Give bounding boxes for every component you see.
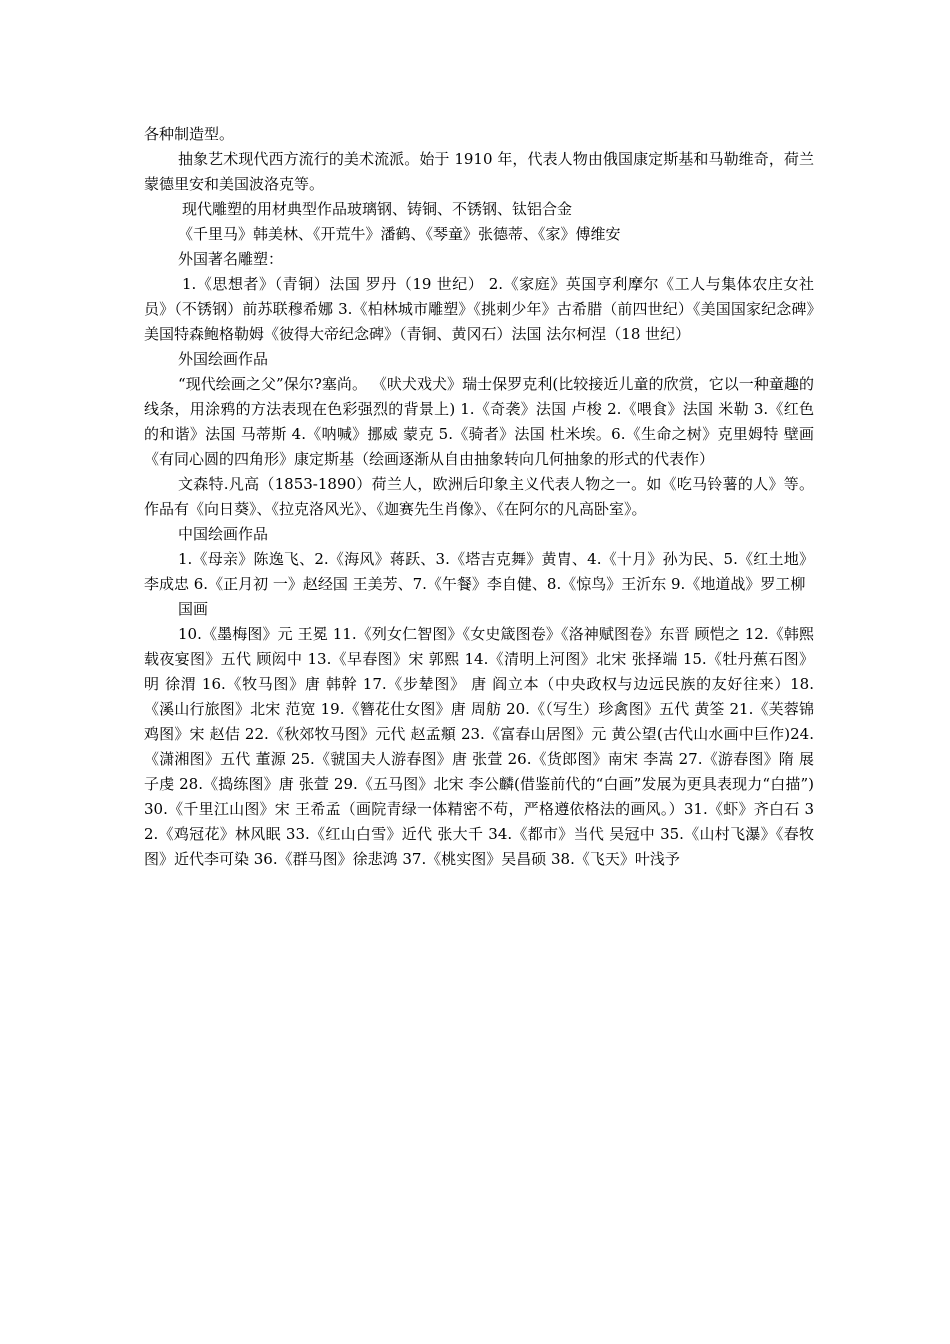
paragraph: 抽象艺术现代西方流行的美术流派。始于 1910 年，代表人物由俄国康定斯基和马勒维奇，荷兰蒙德里安和美国波洛克等。 — [144, 150, 814, 193]
paragraph: 现代雕塑的用材典型作品玻璃钢、铸铜、不锈钢、钛铝合金 — [182, 200, 573, 218]
section-heading: 中国绘画作品 — [178, 525, 269, 543]
paragraph: 1.《母亲》陈逸飞、2.《海风》蒋跃、3.《塔吉克舞》黄胄、4.《十月》孙为民、5.《红土地》李成忠 6.《正月初 一》赵经国 王美芳、7.《午餐》李自健、8.《惊鸟》王沂东 9.《地道战》罗工柳 — [144, 550, 814, 593]
section-heading: 外国绘画作品 — [178, 350, 269, 368]
section-heading: 外国著名雕塑： — [178, 250, 284, 268]
paragraph: 文森特.凡高（1853-1890）荷兰人，欧洲后印象主义代表人物之一。如《吃马铃薯的人》等。作品有《向日葵》、《拉克洛风光》、《迦赛先生肖像》、《在阿尔的凡高卧室》。 — [144, 475, 814, 518]
paragraph: “现代绘画之父”保尔?塞尚。 《吠犬戏犬》瑞士保罗克利(比较接近儿童的欣赏，它以一种童趣的线条，用涂鸦的方法表现在色彩强烈的背景上) 1.《奇袭》法国 卢梭 2.《喂食》法国 米勒 3.《红色的和谐》法国 马蒂斯 4.《呐喊》挪威 蒙克 5.《骑者》法国 杜米埃。6.《生命之树》克里姆特 壁画《有同心圆的四角形》康定斯基（绘画逐渐从自由抽象转向几何抽象的形式的代表作） — [144, 375, 814, 468]
paragraph: 各种制造型。 — [144, 125, 235, 143]
section-heading: 国画 — [178, 600, 209, 618]
paragraph: 10.《墨梅图》元 王冕 11.《列女仁智图》《女史箴图卷》《洛神赋图卷》东晋 顾恺之 12.《韩熙载夜宴图》五代 顾闳中 13.《早春图》宋 郭熙 14.《清明上河图》北宋 张择端 15.《牡丹蕉石图》明 徐渭 16.《牧马图》唐 韩幹 17.《步辇图》 唐 阎立本（中央政权与边远民族的友好往来）18.《溪山行旅图》北宋 范宽 19.《簪花仕女图》唐 周舫 20.《（写生）珍禽图》五代 黄筌 21.《芙蓉锦鸡图》宋 赵佶 22.《秋郊牧马图》元代 赵孟頫 23.《富春山居图》元 黄公望(古代山水画中巨作)24.《潇湘图》五代 董源 25.《虢国夫人游春图》唐 张萱 26.《货郎图》南宋 李嵩 27.《游春图》隋 展子虔 28.《捣练图》唐 张萱 29.《五马图》北宋 李公麟(借鉴前代的“白画”发展为更具表现力“白描”)30.《千里江山图》宋 王希孟（画院青绿一体精密不苟，严格遵依格法的画风。）31.《虾》齐白石 32.《鸡冠花》林风眠 33.《红山白雪》近代 张大千 34.《都市》当代 吴冠中 35.《山村飞瀑》《春牧图》近代李可染 36.《群马图》徐悲鸿 37.《桃实图》吴昌硕 38.《飞天》叶浅予 — [144, 625, 814, 868]
paragraph: 1.《思想者》（青铜）法国 罗丹（19 世纪） 2.《家庭》英国亨利摩尔《工人与集体农庄女社员》（不锈钢）前苏联穆希娜 3.《柏林城市雕塑》《挑刺少年》古希腊（前四世纪）《美国国家纪念碑》美国特森鲍格勒姆《彼得大帝纪念碑》（青铜、黄冈石）法国 法尔柯涅（18 世纪） — [144, 275, 814, 343]
document-page — [144, 122, 814, 872]
paragraph: 《千里马》韩美林、《开荒牛》潘鹤、《琴童》张德蒂、《家》傅维安 — [178, 225, 621, 243]
